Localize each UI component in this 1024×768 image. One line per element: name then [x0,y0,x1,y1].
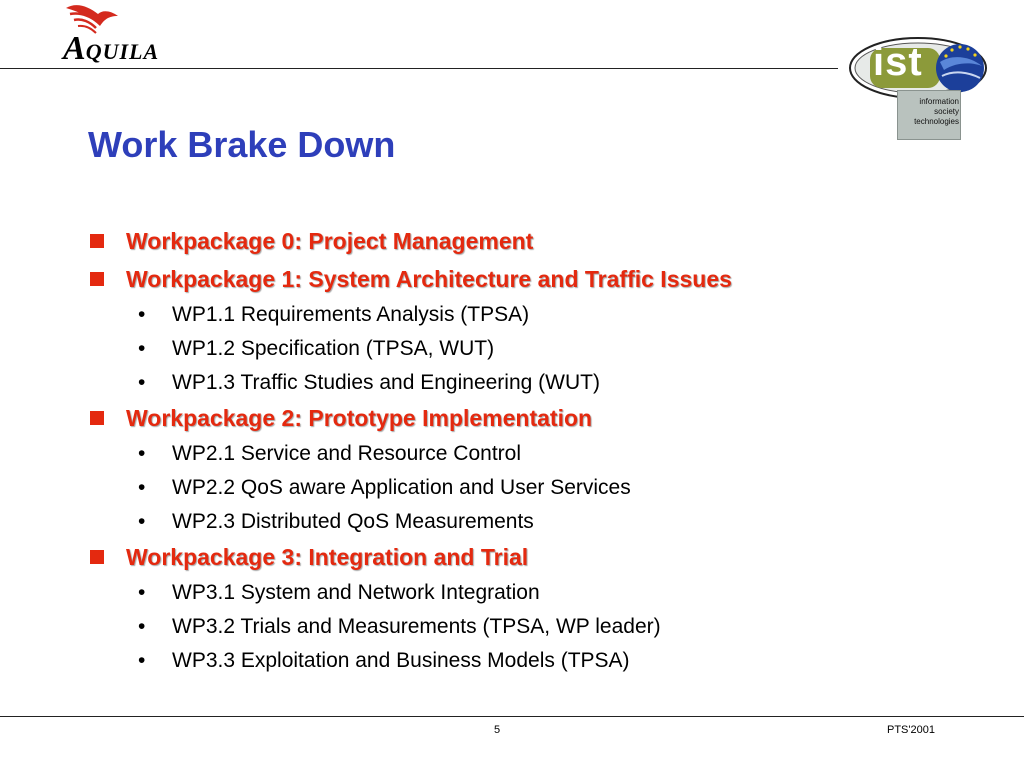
list-item [138,615,661,639]
list-item-text: WP3.1 System and Network Integration [172,581,540,604]
workpackage-1 [90,266,732,293]
square-bullet-icon [90,272,104,286]
workpackage-label: Workpackage 1: System Architecture and Traffic Issues [126,266,732,292]
list-item [138,337,494,361]
bullet-dot-icon: • [138,371,146,394]
list-item [138,581,540,605]
workpackage-2 [90,405,592,432]
ist-caption [899,97,959,127]
footer-rule [0,716,1024,717]
page-number: 5 [494,724,501,736]
bullet-dot-icon: • [138,303,146,326]
bullet-dot-icon: • [138,510,146,533]
square-bullet-icon [90,550,104,564]
header-rule [0,68,838,69]
square-bullet-icon [90,234,104,248]
workpackage-label: Workpackage 3: Integration and Trial [126,544,529,570]
bullet-dot-icon: • [138,649,146,672]
aquila-logo-text [63,30,159,68]
aquila-logo-initial: A [63,30,86,67]
list-item-text: WP1.2 Specification (TPSA, WUT) [172,337,495,360]
list-item-text: WP2.2 QoS aware Application and User Services [172,476,631,499]
bullet-dot-icon: • [138,476,146,499]
ist-logo-wordmark: ist [873,40,923,84]
list-item [138,303,529,327]
list-item-text: WP1.3 Traffic Studies and Engineering (WUT) [172,371,600,394]
list-item [138,649,630,673]
list-item-text: WP2.3 Distributed QoS Measurements [172,510,534,533]
list-item [138,442,521,466]
list-item [138,371,600,395]
workpackage-0 [90,228,533,255]
list-item-text: WP3.2 Trials and Measurements (TPSA, WP leader) [172,615,661,638]
aquila-logo-rest: QUILA [85,39,160,64]
bullet-dot-icon: • [138,581,146,604]
ist-caption-line: technologies [914,117,959,126]
bullet-dot-icon: • [138,615,146,638]
list-item [138,476,631,500]
workpackage-label: Workpackage 2: Prototype Implementation [126,405,593,431]
workpackage-label: Workpackage 0: Project Management [126,228,534,254]
ist-caption-line: society [934,107,959,116]
list-item [138,510,534,534]
bullet-dot-icon: • [138,442,146,465]
list-item-text: WP2.1 Service and Resource Control [172,442,521,465]
bullet-dot-icon: • [138,337,146,360]
slide-title: Work Brake Down [88,124,396,165]
square-bullet-icon [90,411,104,425]
list-item-text: WP3.3 Exploitation and Business Models (TPSA) [172,649,630,672]
list-item-text: WP1.1 Requirements Analysis (TPSA) [172,303,530,326]
footer-tag: PTS'2001 [887,724,935,736]
ist-caption-line: information [919,97,959,106]
workpackage-3 [90,544,528,571]
